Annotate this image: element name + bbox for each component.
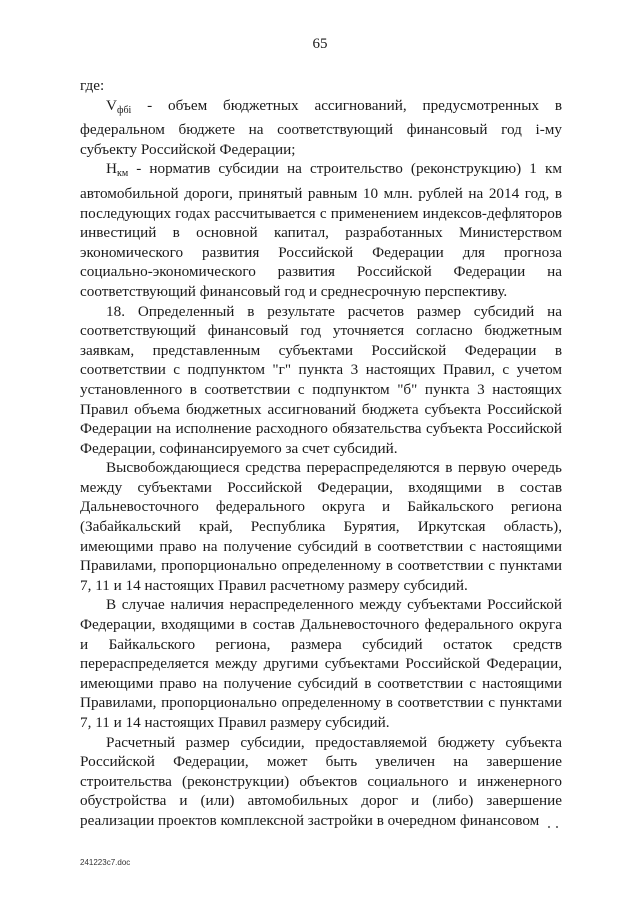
definition-n-text: - норматив субсидии на строительство (реконструкцию) 1 км автомобильной дороги, принятый равным 10 млн. рублей на 2014 год, в последующих годах рассчитывается с применением индексов-дефляторов инвестиций в основной капитал, разработанных Министерством экономического развития Российской Федерации для прогноза социально-экономического развития Российской Федерации на соответствующий финансовый год и среднесрочную перспективу. (80, 160, 562, 300)
symbol-n: Н (106, 160, 117, 178)
definition-v-fbi (80, 96, 562, 160)
symbol-v: V (106, 96, 117, 114)
footer-filename: 241223c7.doc (80, 858, 131, 867)
scan-mark (556, 826, 558, 828)
symbol-v-subscript: фбi (116, 104, 132, 116)
scan-mark (548, 826, 550, 828)
paragraph-redistribution: Высвобождающиеся средства перераспределяются в первую очередь между субъектами Российской Федерации, входящими в состав Дальневосточного федерального округа и Байкальского региона (Забайкальский край, Республика Бурятия, Иркутская область), имеющими право на получение субсидий в соответствии с настоящими Правилами, пропорционально определенному в соответствии с пунктами 7, 11 и 14 настоящих Правил расчетному размеру субсидий. (80, 459, 562, 594)
definition-n-km (80, 159, 562, 301)
definition-v-text: - объем бюджетных ассигнований, предусмотренных в федеральном бюджете на соответствующий финансовый год i-му субъекту Российской Федерации; (80, 96, 562, 158)
paragraph-18: 18. Определенный в результате расчетов размер субсидий на соответствующий финансовый год уточняется согласно бюджетным заявкам, представленным субъектами Российской Федерации в соответствии с подпунктом "г" пункта 3 настоящих Правил, с учетом установленного в соответствии с подпунктом "б" пункта 3 настоящих Правил объема бюджетных ассигнований бюджета субъекта Российской Федерации на исполнение расходного обязательства субъекта Российской Федерации, софинансируемого за счет субсидий. (80, 302, 562, 457)
intro-line: где: (80, 77, 105, 94)
symbol-n-subscript: км (116, 168, 129, 180)
paragraph-increase: Расчетный размер субсидии, предоставляемой бюджету субъекта Российской Федерации, может быть увеличен на завершение строительства (реконструкции) объектов социального и инженерного обустройства и (или) автомобильных дорог и (либо) завершение реализации проектов комплексной застройки в очередном финансовом (80, 733, 562, 829)
document-body (80, 76, 562, 831)
page-number: 65 (312, 36, 328, 52)
paragraph-remainder: В случае наличия нераспределенного между субъектами Российской Федерации, входящими в состав Дальневосточного федерального округа и Байкальского региона, размера субсидий остаток средств перераспределяется между другими субъектами Российской Федерации, имеющими право на получение субсидий в соответствии с настоящими Правилами, пропорционально определенному в соответствии с пунктами 7, 11 и 14 настоящих Правил размеру субсидий. (80, 596, 562, 731)
